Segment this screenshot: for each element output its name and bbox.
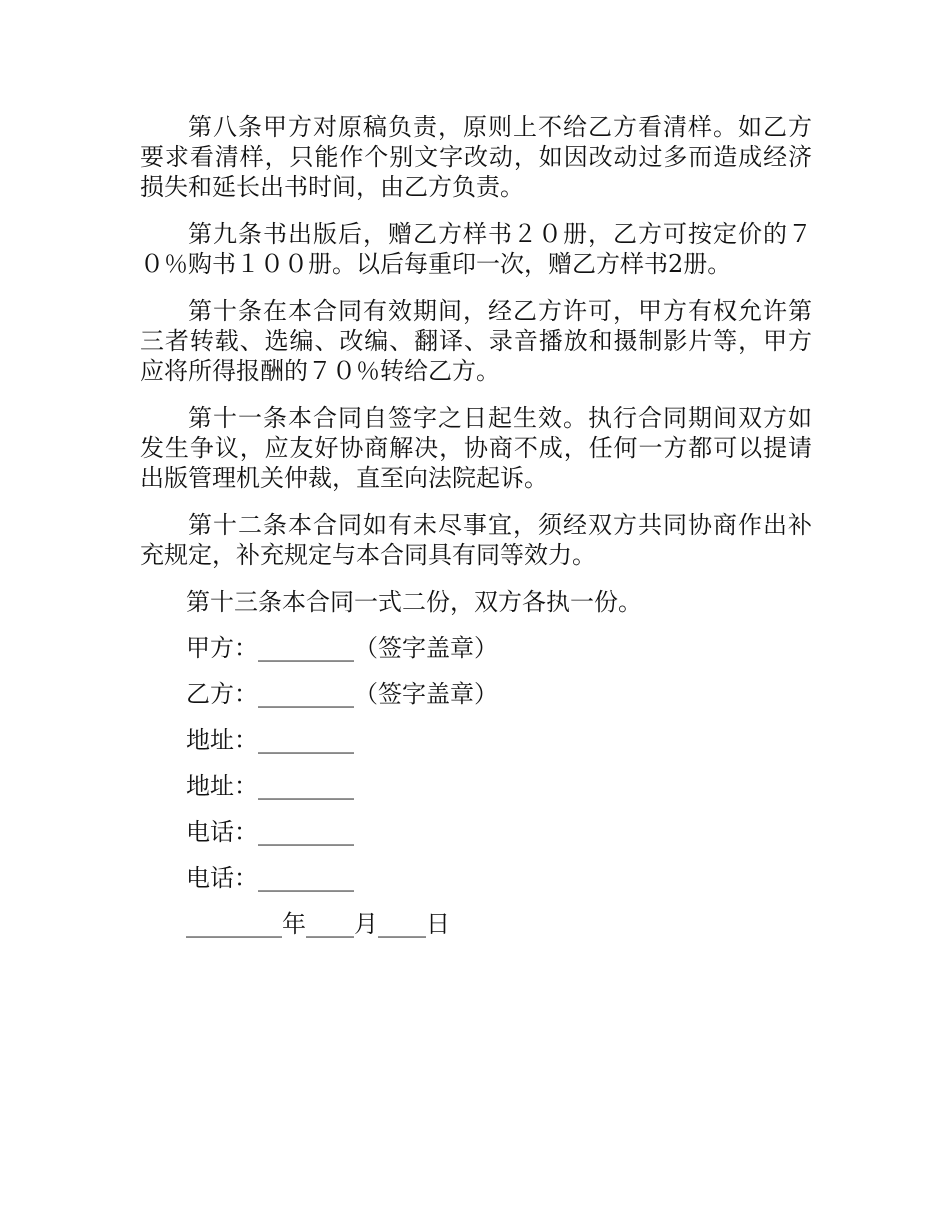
signature-line: 电话：________ xyxy=(186,818,354,846)
paragraph-line: ０％购书１００册。以后每重印一次，赠乙方样书2册。 xyxy=(140,250,732,278)
signature-line: 地址：________ xyxy=(186,772,354,800)
signature-line: 地址：________ xyxy=(186,726,354,754)
article-paragraph xyxy=(140,219,812,279)
article-paragraph xyxy=(140,296,812,386)
paragraph-line: 出版管理机关仲裁，直至向法院起诉。 xyxy=(140,464,548,492)
article-paragraph xyxy=(140,403,812,493)
paragraph-line: 第十条在本合同有效期间，经乙方许可，甲方有权允许第 xyxy=(188,297,812,325)
signature-line: 甲方：________（签字盖章） xyxy=(186,634,498,662)
contract-document xyxy=(140,112,812,955)
paragraph-line: 应将所得报酬的７０％转给乙方。 xyxy=(140,357,500,385)
article-13: 第十三条本合同一式二份，双方各执一份。 xyxy=(186,588,642,616)
signature-line: 电话：________ xyxy=(186,864,354,892)
signature-line: 乙方：________（签字盖章） xyxy=(186,680,498,708)
paragraph-line: 发生争议，应友好协商解决，协商不成，任何一方都可以提请 xyxy=(140,434,812,462)
paragraph-line: 三者转载、选编、改编、翻译、录音播放和摄制影片等，甲方 xyxy=(140,327,812,355)
paragraph-line: 第八条甲方对原稿负责，原则上不给乙方看清样。如乙方 xyxy=(188,113,812,141)
article-paragraph xyxy=(140,112,812,202)
article-paragraph xyxy=(140,510,812,570)
paragraph-line: 要求看清样，只能作个别文字改动，如因改动过多而造成经济 xyxy=(140,143,812,171)
paragraph-line: 第九条书出版后，赠乙方样书２０册，乙方可按定价的７ xyxy=(188,220,812,248)
signature-block xyxy=(140,633,812,955)
signature-line: ________年____月____日 xyxy=(186,910,450,938)
paragraph-line: 第十一条本合同自签字之日起生效。执行合同期间双方如 xyxy=(188,404,812,432)
paragraph-line: 第十二条本合同如有未尽事宜，须经双方共同协商作出补 xyxy=(188,511,812,539)
paragraph-line: 损失和延长出书时间，由乙方负责。 xyxy=(140,173,524,201)
paragraph-line: 充规定，补充规定与本合同具有同等效力。 xyxy=(140,541,596,569)
article-list xyxy=(140,112,812,570)
